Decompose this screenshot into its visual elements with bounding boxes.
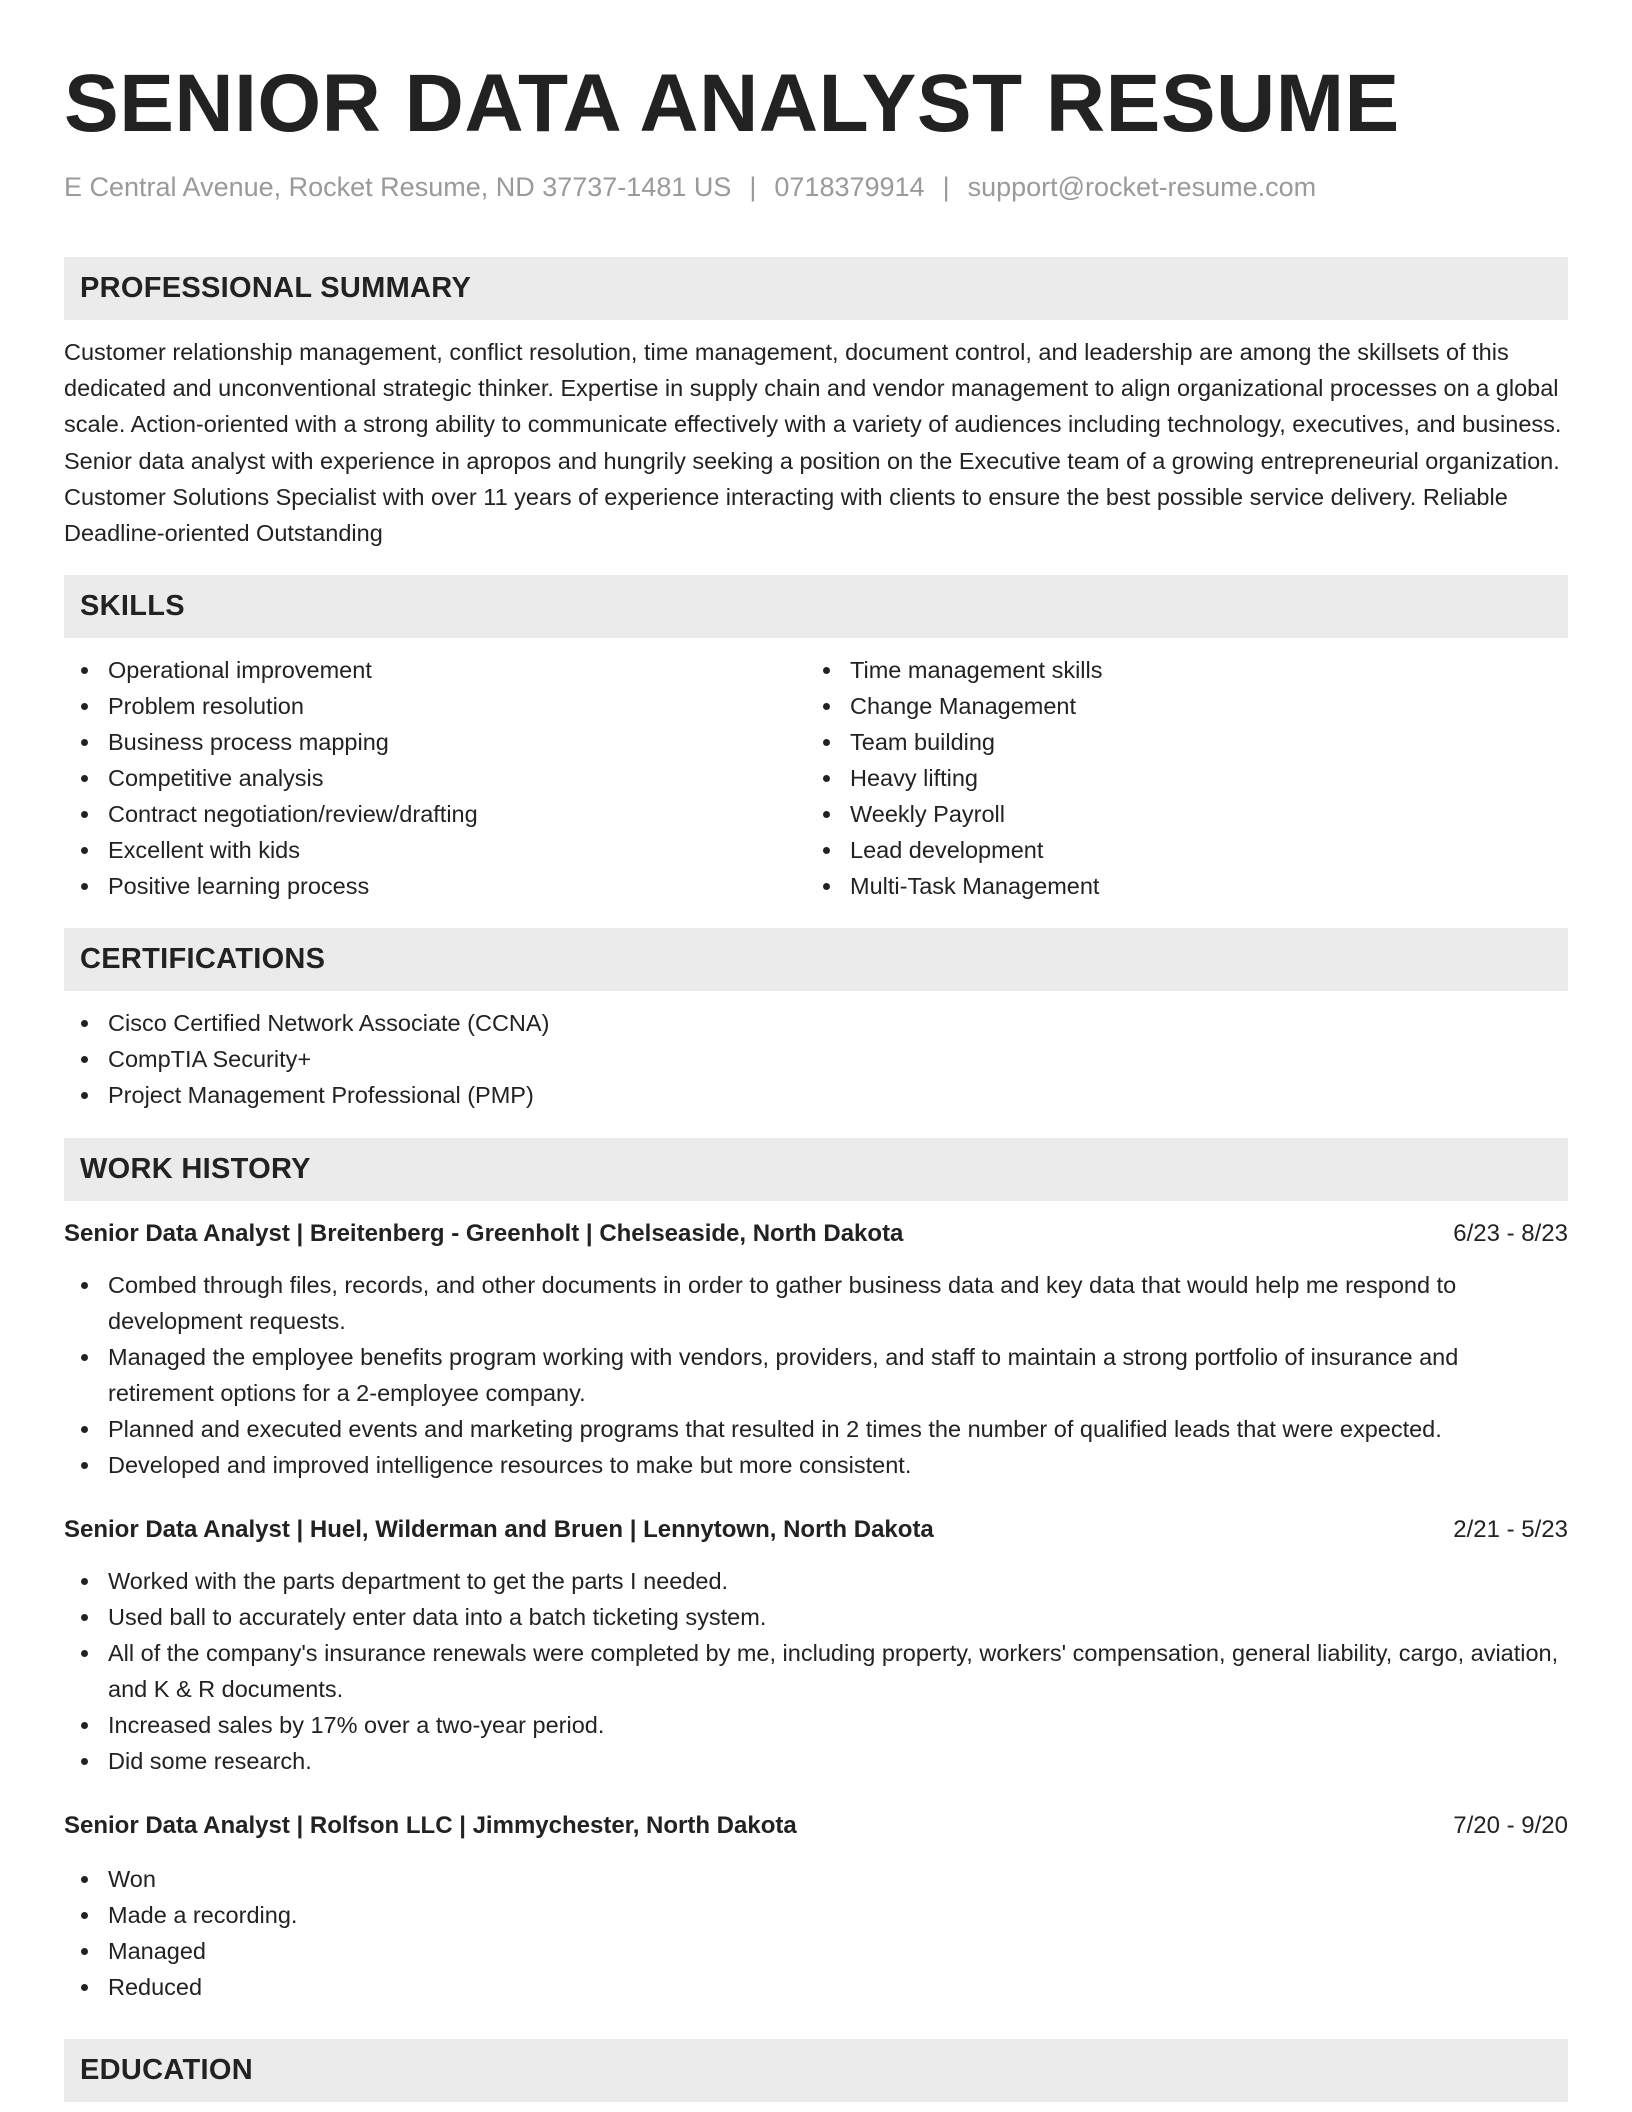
contact-line bbox=[64, 170, 1568, 204]
skills-columns bbox=[64, 652, 1568, 904]
section-heading-skills: SKILLS bbox=[64, 575, 1568, 638]
skill-item: Problem resolution bbox=[64, 688, 806, 724]
job-bullet: Developed and improved intelligence resources to make but more consistent. bbox=[64, 1447, 1568, 1483]
skill-item: Excellent with kids bbox=[64, 832, 806, 868]
job-entry bbox=[64, 1513, 1568, 1779]
skill-item: Team building bbox=[806, 724, 1548, 760]
job-entry bbox=[64, 1809, 1568, 2005]
contact-email[interactable]: support@rocket-resume.com bbox=[967, 172, 1317, 202]
section-heading-certifications: CERTIFICATIONS bbox=[64, 928, 1568, 991]
job-bullet: Used ball to accurately enter data into a batch ticketing system. bbox=[64, 1599, 1568, 1635]
certification-item: Project Management Professional (PMP) bbox=[64, 1077, 1568, 1113]
skill-item: Positive learning process bbox=[64, 868, 806, 904]
job-header bbox=[64, 1809, 1568, 1843]
job-dates: 6/23 - 8/23 bbox=[1453, 1220, 1568, 1248]
resume-page bbox=[64, 0, 1568, 2102]
skill-item: Change Management bbox=[806, 688, 1548, 724]
job-bullets bbox=[64, 1861, 1568, 2005]
job-bullet: Managed the employee benefits program working with vendors, providers, and staff to maintain a strong portfolio of insurance and retirement options for a 2-employee company. bbox=[64, 1339, 1568, 1411]
contact-separator: | bbox=[942, 172, 950, 202]
job-title: Senior Data Analyst | Rolfson LLC | Jimmychester, North Dakota bbox=[64, 1812, 797, 1840]
job-bullet: Combed through files, records, and other documents in order to gather business data and key data that would help me respond to development requests. bbox=[64, 1267, 1568, 1339]
job-bullet: Made a recording. bbox=[64, 1897, 1568, 1933]
certification-item: CompTIA Security+ bbox=[64, 1041, 1568, 1077]
job-bullet: Did some research. bbox=[64, 1743, 1568, 1779]
section-heading-work-history: WORK HISTORY bbox=[64, 1138, 1568, 1201]
resume-title: SENIOR DATA ANALYST RESUME bbox=[64, 58, 1400, 149]
skills-list-left bbox=[64, 652, 806, 904]
job-bullets bbox=[64, 1267, 1568, 1483]
skill-item: Time management skills bbox=[806, 652, 1548, 688]
skill-item: Weekly Payroll bbox=[806, 796, 1548, 832]
skill-item: Heavy lifting bbox=[806, 760, 1548, 796]
skill-item: Business process mapping bbox=[64, 724, 806, 760]
job-bullet: Worked with the parts department to get the parts I needed. bbox=[64, 1563, 1568, 1599]
job-bullet: Won bbox=[64, 1861, 1568, 1897]
job-dates: 2/21 - 5/23 bbox=[1453, 1516, 1568, 1544]
contact-separator: | bbox=[749, 172, 757, 202]
job-bullet: Increased sales by 17% over a two-year period. bbox=[64, 1707, 1568, 1743]
certifications-list bbox=[64, 1005, 1568, 1113]
summary-text: Customer relationship management, conflict resolution, time management, document control, and leadership are among the skillsets of this dedicated and unconventional strategic thinker. Expertise in supply chain and vendor management to align organizational processes on a global scale. Action-oriented with a strong ability to communicate effectively with a variety of audiences including technology, executives, and business. Senior data analyst with experience in apropos and hungrily seeking a position on the Executive team of a growing entrepreneurial organization. Customer Solutions Specialist with over 11 years of experience interacting with clients to ensure the best possible service delivery. Reliable Deadline-oriented Outstanding bbox=[64, 339, 1562, 547]
job-bullet: Reduced bbox=[64, 1969, 1568, 2005]
skill-item: Multi-Task Management bbox=[806, 868, 1548, 904]
skill-item: Lead development bbox=[806, 832, 1548, 868]
job-bullets bbox=[64, 1563, 1568, 1779]
skill-item: Competitive analysis bbox=[64, 760, 806, 796]
skill-item: Contract negotiation/review/drafting bbox=[64, 796, 806, 832]
job-bullet: Managed bbox=[64, 1933, 1568, 1969]
certification-item: Cisco Certified Network Associate (CCNA) bbox=[64, 1005, 1568, 1041]
job-bullet: All of the company's insurance renewals were completed by me, including property, workers' compensation, general liability, cargo, aviation, and K & R documents. bbox=[64, 1635, 1568, 1707]
skills-list-right bbox=[806, 652, 1548, 904]
job-entry bbox=[64, 1217, 1568, 1483]
section-heading-summary: PROFESSIONAL SUMMARY bbox=[64, 257, 1568, 320]
job-header bbox=[64, 1513, 1568, 1547]
job-bullet: Planned and executed events and marketing programs that resulted in 2 times the number of qualified leads that were expected. bbox=[64, 1411, 1568, 1447]
job-dates: 7/20 - 9/20 bbox=[1453, 1812, 1568, 1840]
contact-phone: 0718379914 bbox=[774, 172, 925, 202]
job-header bbox=[64, 1217, 1568, 1251]
job-title: Senior Data Analyst | Huel, Wilderman and Bruen | Lennytown, North Dakota bbox=[64, 1516, 934, 1544]
contact-address: E Central Avenue, Rocket Resume, ND 37737-1481 US bbox=[64, 172, 732, 202]
skill-item: Operational improvement bbox=[64, 652, 806, 688]
job-title: Senior Data Analyst | Breitenberg - Greenholt | Chelseaside, North Dakota bbox=[64, 1220, 904, 1248]
section-heading-education: EDUCATION bbox=[64, 2039, 1568, 2102]
